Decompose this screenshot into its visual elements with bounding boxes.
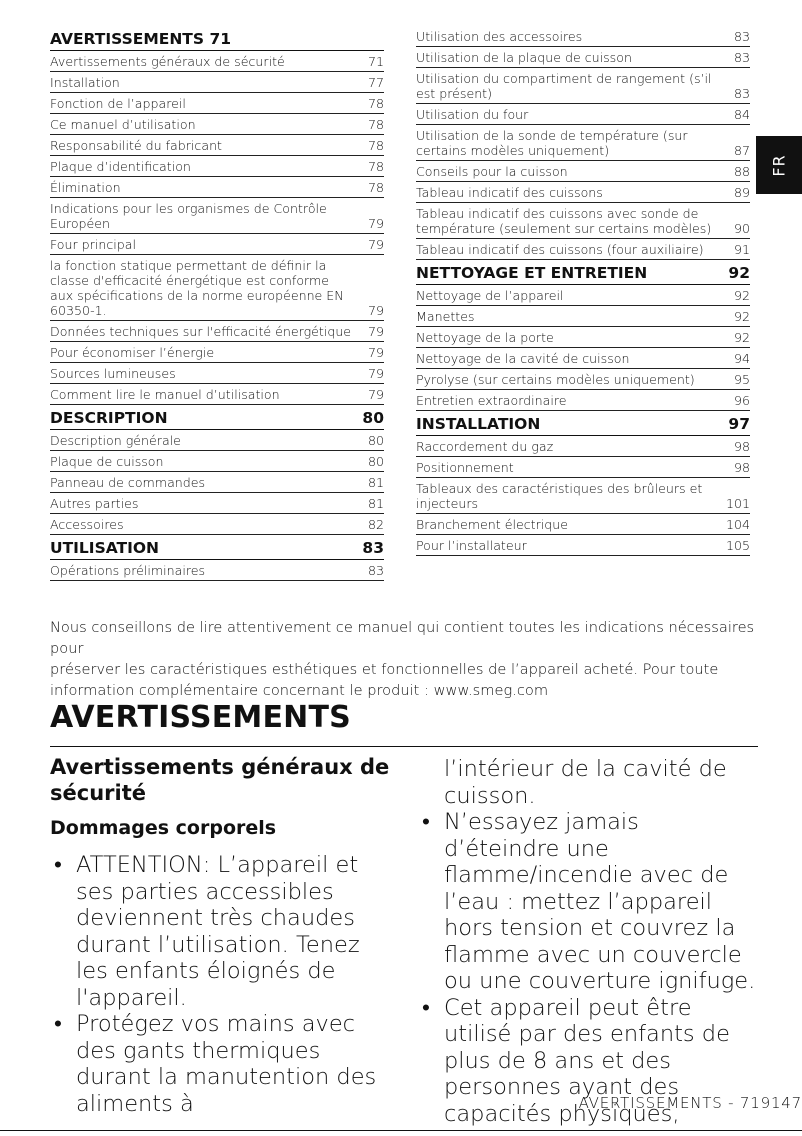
toc-page-number: 78	[367, 180, 384, 195]
toc-title: Indications pour les organismes de Contrôle Européen	[50, 201, 327, 231]
toc-page-number: 91	[733, 242, 750, 257]
toc-page-number: 83	[362, 539, 384, 557]
toc-section-heading	[50, 535, 384, 560]
toc-page-number: 96	[733, 393, 750, 408]
toc-title: Tableau indicatif des cuissons	[416, 185, 603, 200]
toc-page-number: 83	[733, 29, 750, 44]
list-item: • N’essayez jamais d’éteindre une flamme/incendie avec de l’eau : mettez l’appareil hors tension et couvrez la flamme avec un couvercle ou une couverture ignifuge.	[418, 809, 758, 995]
toc-title: INSTALLATION	[416, 415, 541, 433]
toc-page-number: 97	[728, 415, 750, 433]
toc-page-number: 92	[733, 309, 750, 324]
toc-title: UTILISATION	[50, 539, 160, 557]
page-footer: AVERTISSEMENTS - 719147	[578, 1094, 802, 1112]
list-item: • ATTENTION: L’appareil et ses parties accessibles deviennent très chaudes durant l’utilisation. Tenez les enfants éloignés de l'appareil.	[50, 852, 390, 1011]
toc-page-number: 80	[367, 433, 384, 448]
toc-entry	[416, 26, 750, 47]
toc-title: Installation	[50, 75, 120, 90]
toc-entry	[416, 47, 750, 68]
toc-title: Utilisation de la plaque de cuisson	[416, 50, 632, 65]
toc-page-number: 78	[367, 117, 384, 132]
toc-entry	[50, 514, 384, 535]
toc-entry	[416, 104, 750, 125]
toc-section-heading	[416, 260, 750, 285]
toc-entry	[416, 125, 750, 161]
toc-entry	[416, 457, 750, 478]
toc-entry	[416, 390, 750, 411]
toc-entry	[50, 156, 384, 177]
toc-title: Description générale	[50, 433, 181, 448]
toc-title: Conseils pour la cuisson	[416, 164, 568, 179]
toc-title: Utilisation de la sonde de température (sur certains modèles uniquement)	[416, 128, 688, 158]
toc-title: DESCRIPTION	[50, 409, 168, 427]
toc-entry	[416, 285, 750, 306]
toc-entry	[50, 198, 384, 234]
toc-title: Tableaux des caractéristiques des brûleurs et injecteurs	[416, 481, 703, 511]
toc-entry	[416, 161, 750, 182]
toc-page-number: 79	[367, 216, 384, 231]
toc-title: Positionnement	[416, 460, 514, 475]
toc-title: NETTOYAGE ET ENTRETIEN	[416, 264, 648, 282]
toc-title: Entretien extraordinaire	[416, 393, 567, 408]
toc-page-number: 84	[733, 107, 750, 122]
toc-title: Tableau indicatif des cuissons (four auxiliaire)	[416, 242, 704, 257]
toc-title: Fonction de l’appareil	[50, 96, 186, 111]
toc-entry	[416, 535, 750, 556]
toc-page-number: 79	[367, 237, 384, 252]
toc-entry	[50, 384, 384, 405]
toc-page-number: 83	[367, 563, 384, 578]
toc-page-number: 104	[725, 517, 750, 532]
intro-paragraph	[50, 617, 760, 701]
section-title: AVERTISSEMENTS	[50, 700, 351, 735]
toc-page-number: 80	[367, 454, 384, 469]
toc-title: Pour économiser l’énergie	[50, 345, 215, 360]
toc-entry	[416, 514, 750, 535]
toc-page-number: 88	[733, 164, 750, 179]
toc-page-number: 94	[733, 351, 750, 366]
toc-entry	[50, 234, 384, 255]
toc-title: Utilisation du four	[416, 107, 529, 122]
toc-entry	[416, 306, 750, 327]
body-column-left	[50, 754, 390, 1117]
toc-entry	[416, 68, 750, 104]
toc-entry	[50, 135, 384, 156]
toc-title: Ce manuel d’utilisation	[50, 117, 196, 132]
toc-title: Manettes	[416, 309, 475, 324]
toc-title: Utilisation du compartiment de rangement (s’il est présent)	[416, 71, 712, 101]
footer-divider	[0, 1130, 802, 1131]
toc-title: Nettoyage de la cavité de cuisson	[416, 351, 630, 366]
toc-page-number: 79	[367, 345, 384, 360]
toc-page-number: 77	[367, 75, 384, 90]
toc-entry	[416, 239, 750, 260]
toc-right-column	[416, 26, 750, 556]
toc-page-number: 105	[725, 538, 750, 553]
toc-page-number: 71	[367, 54, 384, 69]
toc-entry	[50, 363, 384, 384]
toc-title: Nettoyage de la porte	[416, 330, 554, 345]
toc-entry	[416, 348, 750, 369]
toc-entry	[416, 369, 750, 390]
toc-section-heading	[50, 26, 384, 51]
toc-entry	[50, 493, 384, 514]
bullet-list-right	[418, 809, 758, 1127]
toc-entry	[50, 560, 384, 581]
list-item: • Protégez vos mains avec des gants thermiques durant la manutention des aliments à	[50, 1011, 390, 1117]
toc-page-number: 79	[367, 387, 384, 402]
toc-page-number: 98	[733, 460, 750, 475]
toc-page-number: 78	[367, 138, 384, 153]
toc-title: Pour l’installateur	[416, 538, 527, 553]
toc-title: Plaque d’identification	[50, 159, 191, 174]
toc-page-number: 101	[725, 496, 750, 511]
toc-page-number: 82	[367, 517, 384, 532]
toc-title: Comment lire le manuel d’utilisation	[50, 387, 280, 402]
toc-title: AVERTISSEMENTS 71	[50, 30, 232, 48]
toc-page-number: 95	[733, 372, 750, 387]
toc-section-heading	[416, 411, 750, 436]
toc-entry	[416, 478, 750, 514]
toc-entry	[416, 203, 750, 239]
toc-entry	[416, 436, 750, 457]
toc-page-number: 79	[367, 324, 384, 339]
toc-entry	[50, 430, 384, 451]
intro-line: Nous conseillons de lire attentivement ce manuel qui contient toutes les indications nécessaires pour	[50, 619, 755, 657]
section-divider	[50, 746, 758, 747]
toc-page-number: 79	[367, 303, 384, 318]
toc-page-number: 92	[733, 288, 750, 303]
toc-page-number: 90	[733, 221, 750, 236]
list-item: • Cet appareil peut être utilisé par des enfants de plus de 8 ans et des personnes ayant des capacités physiques,	[418, 995, 758, 1128]
toc-page-number: 80	[362, 409, 384, 427]
toc-page-number: 78	[367, 96, 384, 111]
toc-title: Raccordement du gaz	[416, 439, 554, 454]
toc-title: Données techniques sur l'efficacité énergétique	[50, 324, 352, 339]
intro-line: préserver les caractéristiques esthétiques et fonctionnelles de l’appareil acheté. Pour toute	[50, 661, 719, 678]
toc-title: Pyrolyse (sur certains modèles uniquement)	[416, 372, 695, 387]
toc-page-number: 81	[367, 496, 384, 511]
toc-entry	[50, 255, 384, 321]
language-tab	[756, 136, 802, 194]
toc-entry	[50, 72, 384, 93]
toc-entry	[50, 321, 384, 342]
toc-title: Branchement électrique	[416, 517, 568, 532]
toc-title: Responsabilité du fabricant	[50, 138, 222, 153]
language-tab-label: FR	[769, 153, 789, 177]
toc-page-number: 92	[733, 330, 750, 345]
toc-page-number: 92	[728, 264, 750, 282]
toc-entry	[416, 327, 750, 348]
body-column-right	[418, 756, 758, 1127]
toc-entry	[50, 51, 384, 72]
toc-title: Nettoyage de l’appareil	[416, 288, 564, 303]
toc-title: Four principal	[50, 237, 136, 252]
toc-page-number: 83	[733, 50, 750, 65]
toc-entry	[50, 114, 384, 135]
toc-entry	[416, 182, 750, 203]
toc-page-number: 83	[733, 86, 750, 101]
toc-title: Opérations préliminaires	[50, 563, 206, 578]
toc-title: Utilisation des accessoires	[416, 29, 583, 44]
toc-page-number: 81	[367, 475, 384, 490]
toc-title: Avertissements généraux de sécurité	[50, 54, 285, 69]
bullet-list-left	[50, 852, 390, 1117]
toc-title: Accessoires	[50, 517, 124, 532]
continued-text: l’intérieur de la cavité de cuisson.	[444, 756, 727, 809]
toc-title: Élimination	[50, 180, 121, 195]
toc-title: Plaque de cuisson	[50, 454, 164, 469]
toc-entry	[50, 177, 384, 198]
toc-entry	[50, 451, 384, 472]
toc-title: la fonction statique permettant de définir la classe d'efficacité énergétique est conforme aux spécifications de la norme européenne EN 60350-1.	[50, 258, 344, 318]
toc-page-number: 98	[733, 439, 750, 454]
toc-entry	[50, 93, 384, 114]
toc-entry	[50, 472, 384, 493]
toc-page-number: 89	[733, 185, 750, 200]
toc-title: Sources lumineuses	[50, 366, 176, 381]
toc-title: Panneau de commandes	[50, 475, 206, 490]
toc-page-number: 87	[733, 143, 750, 158]
toc-page-number: 78	[367, 159, 384, 174]
subheading: Dommages corporels	[50, 817, 277, 839]
toc-entry	[50, 342, 384, 363]
toc-title: Autres parties	[50, 496, 139, 511]
intro-line: information complémentaire concernant le produit : www.smeg.com	[50, 682, 549, 699]
toc-left-column	[50, 26, 384, 581]
subsection-heading: Avertissements généraux de sécurité	[50, 755, 390, 805]
toc-title: Tableau indicatif des cuissons avec sonde de température (seulement sur certains modèles)	[416, 206, 712, 236]
toc-page-number: 79	[367, 366, 384, 381]
toc-section-heading	[50, 405, 384, 430]
